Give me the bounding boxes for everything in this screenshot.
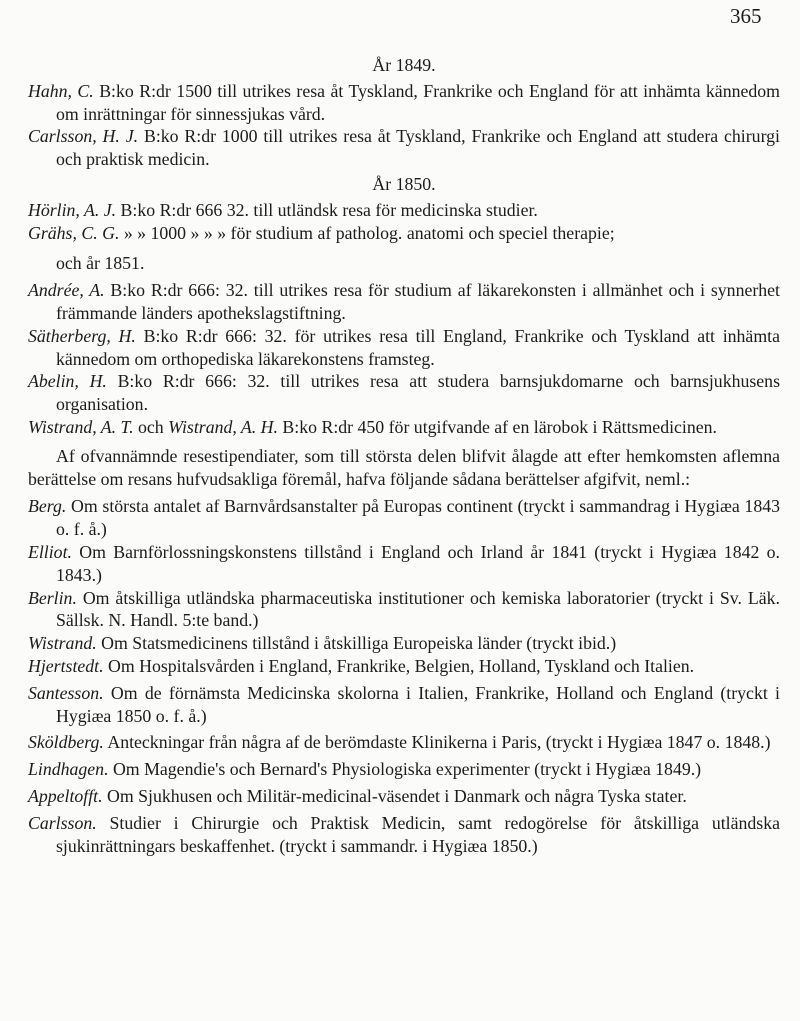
person-name: Abelin, H. — [28, 371, 107, 392]
report-entry — [28, 587, 780, 633]
author-name: Carlsson. — [28, 812, 97, 833]
document-body — [28, 52, 780, 857]
author-name: Berlin. — [28, 587, 77, 608]
stipend-entry — [28, 80, 780, 126]
report-entry — [28, 785, 780, 808]
person-name: Wistrand, A. T. — [28, 416, 134, 437]
report-text: Om Hospitalsvården i England, Frankrike, Belgien, Holland, Tyskland och Italien. — [103, 655, 695, 676]
author-name: Wistrand. — [28, 633, 97, 654]
author-name: Hjertstedt. — [28, 655, 104, 676]
report-text: Om största antalet af Barnvårdsanstalter på Europas continent (tryckt i sammandrag i Hygiæa 1843 o. f. å.) — [56, 496, 780, 540]
person-name: Grähs, C. G. — [28, 222, 120, 243]
stipend-entry — [28, 222, 780, 245]
entry-text: B:ko R:dr 666: 32. för utrikes resa till England, Frankrike och Tyskland att inhämta kännedom om orthopediska läkarekonstens framsteg. — [56, 325, 780, 369]
report-entry — [28, 682, 780, 728]
entry-text: B:ko R:dr 666 32. till utländsk resa för medicinska studier. — [116, 199, 538, 220]
person-name: Hahn, C. — [28, 80, 94, 101]
stipend-entry — [28, 199, 780, 222]
person-name: Hörlin, A. J. — [28, 199, 117, 220]
report-text: Om Sjukhusen och Militär-medicinal-väsendet i Danmark och några Tyska stater. — [102, 785, 687, 806]
report-entry — [28, 495, 780, 541]
author-name: Lindhagen. — [28, 759, 109, 780]
report-text: Om de förnämsta Medicinska skolorna i Italien, Frankrike, Holland och England (tryckt i Hygiæa 1850 o. f. å.) — [56, 682, 780, 726]
stipend-entry — [28, 279, 780, 325]
stipend-entry — [28, 370, 780, 416]
entry-text: B:ko R:dr 666: 32. till utrikes resa för studium af läkarekonsten i allmänhet och i synnerhet främmande länders apothekslagstiftning. — [56, 280, 780, 323]
person-name: Andrée, A. — [28, 280, 105, 301]
stipend-entry — [28, 125, 780, 171]
year-continuation: och år 1851. — [56, 253, 145, 274]
report-entry — [28, 731, 780, 754]
author-name: Elliot. — [28, 541, 72, 562]
stipend-entry — [28, 416, 780, 439]
entry-text: B:ko R:dr 666: 32. till utrikes resa att studera barnsjukdomarne och barnsjukhusens organisation. — [56, 371, 780, 415]
person-name: Wistrand, A. H. — [168, 416, 278, 437]
report-entry — [28, 812, 780, 858]
year-heading: År 1850. — [372, 173, 436, 194]
entry-text: B:ko R:dr 1000 till utrikes resa åt Tyskland, Frankrike och England att studera chirurgi och praktisk medicin. — [56, 126, 780, 170]
report-entry — [28, 541, 780, 587]
stipend-entry — [28, 325, 780, 371]
report-text: Om Statsmedicinens tillstånd i åtskilliga Europeiska länder (tryckt ibid.) — [96, 633, 617, 654]
person-name: Carlsson, H. J. — [28, 126, 139, 147]
entry-text: och — [133, 416, 169, 437]
entry-text: B:ko R:dr 1500 till utrikes resa åt Tyskland, Frankrike och England för att inhämta kännedom om inrättningar för sinnessjukas vård. — [56, 80, 780, 124]
year-heading: År 1849. — [372, 55, 436, 75]
author-name: Berg. — [28, 496, 67, 517]
intro-paragraph: Af ofvannämnde resestipendiater, som till största delen blifvit ålagde att efter hemkomsten aflemna berättelse om resans hufvudsakliga föremål, hafva följande sådana berättelser afgifvit, neml.: — [28, 445, 780, 489]
entry-text: » » 1000 » » » för studium af patholog. anatomi och speciel therapie; — [119, 222, 615, 243]
entry-text: B:ko R:dr 450 för utgifvande af en lärobok i Rättsmedicinen. — [277, 416, 717, 437]
author-name: Appeltofft. — [28, 785, 103, 806]
report-entry — [28, 655, 780, 678]
person-name: Sätherberg, H. — [28, 325, 136, 346]
report-entry — [28, 758, 780, 781]
report-text: Studier i Chirurgie och Praktisk Medicin, samt redogörelse för åtskilliga utländska sjukinrättningars beskaffenhet. (tryckt i sammandr. i Hygiæa 1850.) — [56, 812, 780, 856]
report-text: Anteckningar från några af de berömdaste Klinikerna i Paris, (tryckt i Hygiæa 1847 o. 1848.) — [103, 732, 771, 753]
report-text: Om Barnförlossningskonstens tillstånd i England och Irland år 1841 (tryckt i Hygiæa 1842 o. 1843.) — [56, 541, 780, 585]
report-entry — [28, 632, 780, 655]
report-text: Om åtskilliga utländska pharmaceutiska institutioner och kemiska laboratorier (tryckt i Sv. Läk. Sällsk. N. Handl. 5:te band.) — [56, 587, 780, 631]
page-number: 365 — [730, 4, 762, 28]
author-name: Santesson. — [28, 682, 104, 703]
report-text: Om Magendie's och Bernard's Physiologiska experimenter (tryckt i Hygiæa 1849.) — [108, 759, 702, 780]
author-name: Sköldberg. — [28, 732, 104, 753]
